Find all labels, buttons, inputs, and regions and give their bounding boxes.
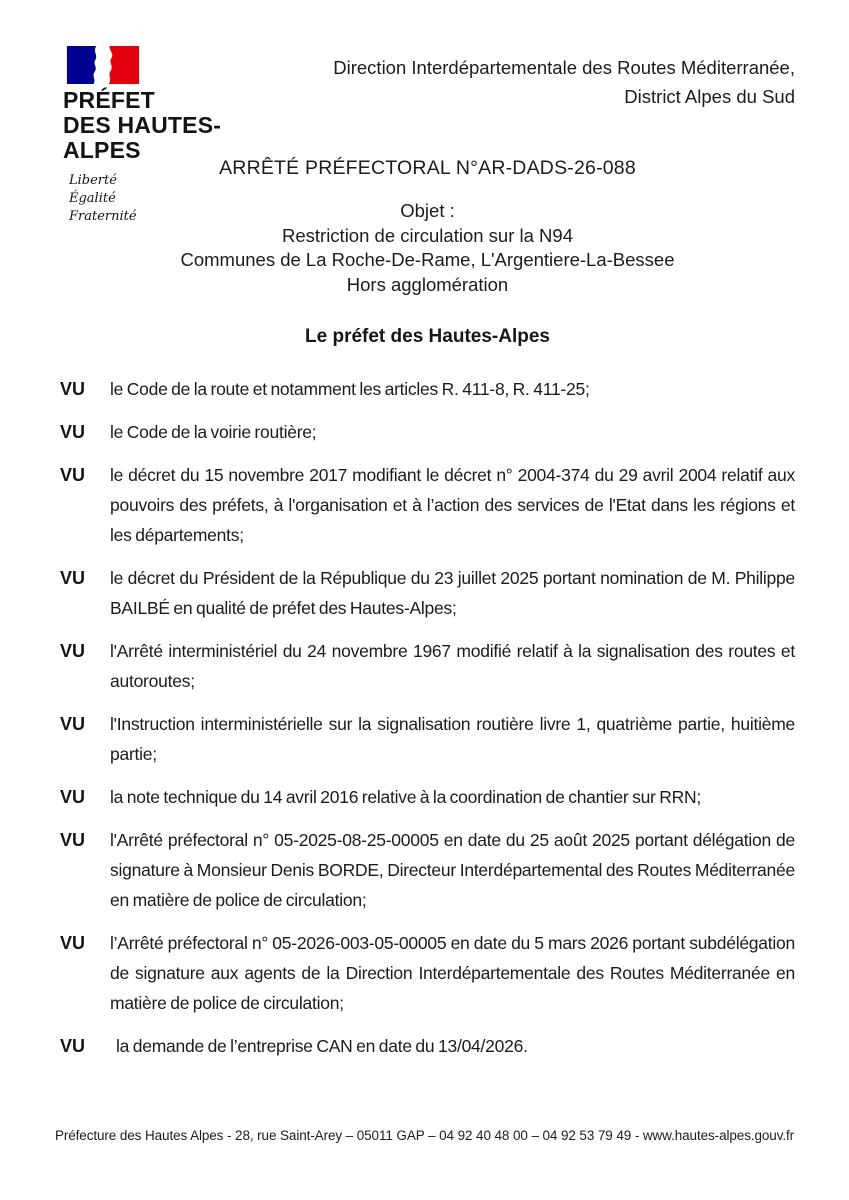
vu-label: VU bbox=[60, 933, 86, 953]
vu-label: VU bbox=[60, 714, 86, 734]
vu-text: le décret du Président de la République du 23 juillet 2025 portant nomination de M. Philippe BAILBÉ en qualité de préfet des Hautes-Alpes; bbox=[110, 568, 795, 618]
vu-text: l'Arrêté préfectoral n° 05-2025-08-25-00005 en date du 25 août 2025 portant délégation de signature à Monsieur Denis BORDE, Directeur Interdépartemental des Routes Méditerranée en matière de police de circulation; bbox=[110, 830, 795, 910]
issuing-service bbox=[60, 0, 795, 111]
vu-item bbox=[60, 374, 795, 404]
vu-label: VU bbox=[60, 379, 86, 399]
vu-label: VU bbox=[60, 787, 86, 807]
objet-line: Hors agglomération bbox=[346, 273, 509, 295]
service-name: Direction Interdépartementale des Routes Méditerranée, bbox=[333, 57, 795, 78]
vu-text: le Code de la route et notamment les articles R. 411-8, R. 411-25; bbox=[110, 379, 590, 399]
objet-line: Communes de La Roche-De-Rame, L'Argentiere-La-Bessee bbox=[180, 249, 675, 270]
vu-text: le décret du 15 novembre 2017 modifiant le décret n° 2004-374 du 29 avril 2004 relatif aux pouvoirs des préfets, à l'organisation et à l’action des services de l'Etat dans les régions et les départements; bbox=[110, 465, 795, 545]
decree-title: ARRÊTÉ PRÉFECTORAL N°AR-DADS-26-088 bbox=[219, 157, 636, 179]
vu-text: la demande de l’entreprise CAN en date du 13/04/2026. bbox=[116, 1036, 528, 1056]
vu-item bbox=[60, 460, 795, 550]
vu-label: VU bbox=[60, 1036, 86, 1056]
footer-contact: Préfecture des Hautes Alpes - 28, rue Saint-Arey – 05011 GAP – 04 92 40 48 00 – 04 92 53 79 49 - www.hautes-alpes.gouv.fr bbox=[54, 1128, 795, 1143]
vu-item bbox=[60, 1031, 795, 1061]
district-name: District Alpes du Sud bbox=[624, 85, 795, 107]
vu-text: l'Arrêté interministériel du 24 novembre 1967 modifié relatif à la signalisation des routes et autoroutes; bbox=[110, 641, 795, 691]
motto-line: Fraternité bbox=[69, 209, 137, 224]
vu-item bbox=[60, 709, 795, 769]
vu-item bbox=[60, 636, 795, 696]
vu-label: VU bbox=[60, 422, 86, 442]
vu-list bbox=[60, 374, 795, 1061]
vu-label: VU bbox=[60, 830, 86, 850]
vu-item bbox=[60, 782, 795, 812]
vu-text: la note technique du 14 avril 2016 relative à la coordination de chantier sur RRN; bbox=[110, 787, 702, 807]
prefet-wordmark-line: ALPES bbox=[63, 137, 141, 163]
vu-text: l'Instruction interministérielle sur la signalisation routière livre 1, quatrième partie, huitième partie; bbox=[110, 714, 795, 764]
motto-line: Égalité bbox=[69, 191, 116, 206]
vu-item bbox=[60, 825, 795, 915]
objet-line: Restriction de circulation sur la N94 bbox=[282, 224, 573, 246]
motto-line: Liberté bbox=[69, 173, 117, 188]
vu-text: le Code de la voirie routière; bbox=[110, 422, 317, 442]
objet-label: Objet : bbox=[400, 200, 455, 221]
document-body bbox=[60, 0, 795, 1074]
vu-label: VU bbox=[60, 641, 86, 661]
vu-item bbox=[60, 563, 795, 623]
prefet-wordmark-line: PRÉFET bbox=[63, 87, 155, 113]
vu-item bbox=[60, 928, 795, 1018]
vu-label: VU bbox=[60, 465, 86, 485]
objet-block bbox=[60, 199, 795, 297]
prefet-wordmark-line: DES HAUTES- bbox=[63, 112, 222, 138]
intro-heading: Le préfet des Hautes-Alpes bbox=[305, 326, 550, 347]
vu-item bbox=[60, 417, 795, 447]
vu-text: l’Arrêté préfectoral n° 05-2026-003-05-00005 en date du 5 mars 2026 portant subdélégation de signature aux agents de la Direction Interdépartementale des Routes Méditerranée en matière de police de circulation; bbox=[110, 933, 795, 1013]
vu-label: VU bbox=[60, 568, 86, 588]
